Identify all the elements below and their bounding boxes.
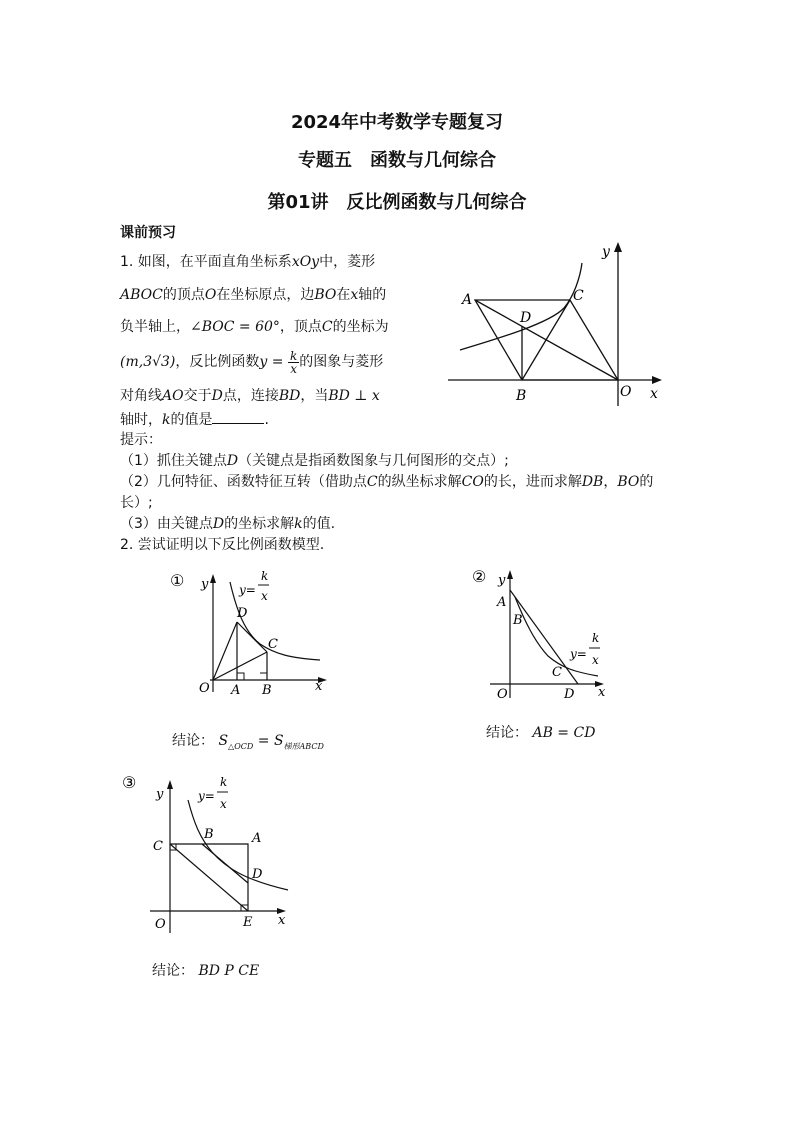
lecture-title: 第01讲 反比例函数与几何综合 <box>267 192 527 213</box>
model-figure-3 <box>120 768 300 936</box>
svg-text:A: A <box>252 831 262 846</box>
label-x: x <box>650 386 658 402</box>
svg-text:x: x <box>278 913 286 928</box>
svg-text:O: O <box>199 681 210 696</box>
hint-2: （2）几何特征、函数特征互转（借助点C的纵坐标求解CO的长，进而求解DB，BO的长）; <box>120 474 654 511</box>
y-axis-arrow <box>614 242 622 252</box>
svg-text:B: B <box>262 683 272 698</box>
svg-text:A: A <box>231 683 241 698</box>
svg-text:y: y <box>201 577 209 592</box>
label-C: C <box>573 288 584 304</box>
rhombus-figure <box>440 238 670 408</box>
svg-text:y=: y= <box>198 789 215 803</box>
line-CE <box>170 844 248 911</box>
svg-text:D: D <box>237 606 248 621</box>
svg-text:y=: y= <box>239 583 256 597</box>
label-B: B <box>516 388 527 404</box>
problem-1-line-6: 轴时，k的值是 . <box>120 404 269 437</box>
hint-1: （1）抓住关键点D（关键点是指函数图象与几何图形的交点）; <box>120 453 509 469</box>
svg-text:O: O <box>497 687 508 702</box>
problem-1-line-5: 对角线AO交于D点，连接BD，当BD ⊥ x <box>120 388 380 404</box>
fig3-number: ③ <box>122 773 137 792</box>
svg-text:A: A <box>497 595 507 610</box>
svg-text:x: x <box>261 589 268 603</box>
model-figure-2 <box>470 562 615 707</box>
conclusion-3: 结论： BD P CE <box>152 963 260 979</box>
section-heading: 课前预习 <box>120 225 176 241</box>
hint-label: 提示： <box>120 432 162 448</box>
svg-text:x: x <box>220 797 227 811</box>
problem-1-line-3: 负半轴上，∠BOC = 60°，顶点C的坐标为 <box>120 319 389 335</box>
topic-title: 专题五 函数与几何综合 <box>298 150 496 171</box>
svg-text:y: y <box>156 787 164 802</box>
svg-text:x: x <box>598 685 606 700</box>
svg-text:k: k <box>261 569 269 583</box>
fig1-number: ① <box>170 571 185 590</box>
problem-1-line-1: 1. 如图，在平面直角坐标系xOy中，菱形 <box>120 254 376 270</box>
svg-text:x: x <box>592 653 599 667</box>
problem-1-line-4: (m,3√3)，反比例函数y = $\frac{k}{x}$ 的图象与菱形 <box>120 348 384 376</box>
svg-text:y=: y= <box>570 647 587 661</box>
svg-text:B: B <box>204 827 214 842</box>
svg-text:C: C <box>552 665 562 680</box>
problem-1-line-2: ABOC的顶点O在坐标原点，边BO在x轴的 <box>120 287 387 303</box>
label-D: D <box>520 310 532 326</box>
svg-text:D: D <box>564 687 575 702</box>
svg-text:C: C <box>268 637 278 652</box>
svg-text:D: D <box>252 867 263 882</box>
model-figure-1 <box>165 562 335 702</box>
label-A: A <box>462 292 473 308</box>
problem-2: 2. 尝试证明以下反比例函数模型. <box>120 537 325 553</box>
document-title: 2024年中考数学专题复习 <box>290 112 504 133</box>
svg-text:C: C <box>153 839 163 854</box>
line-AD <box>510 590 578 684</box>
svg-text:O: O <box>155 917 166 932</box>
label-y: y <box>602 244 610 260</box>
x-axis-arrow <box>652 376 662 384</box>
svg-text:k: k <box>592 631 600 645</box>
label-O: O <box>620 384 632 400</box>
fig2-number: ② <box>472 567 487 586</box>
svg-text:E: E <box>243 915 253 930</box>
conclusion-1: 结论： $S_{\triangle OCD} = S_{梯形ABCD}$ <box>172 733 324 751</box>
hint-3: （3）由关键点D的坐标求解k的值. <box>120 516 336 532</box>
svg-text:x: x <box>315 679 323 694</box>
answer-blank <box>212 409 264 424</box>
conclusion-2: 结论： AB = CD <box>486 725 596 741</box>
svg-text:B: B <box>513 613 523 628</box>
svg-text:y: y <box>498 573 506 588</box>
svg-text:k: k <box>220 775 228 789</box>
